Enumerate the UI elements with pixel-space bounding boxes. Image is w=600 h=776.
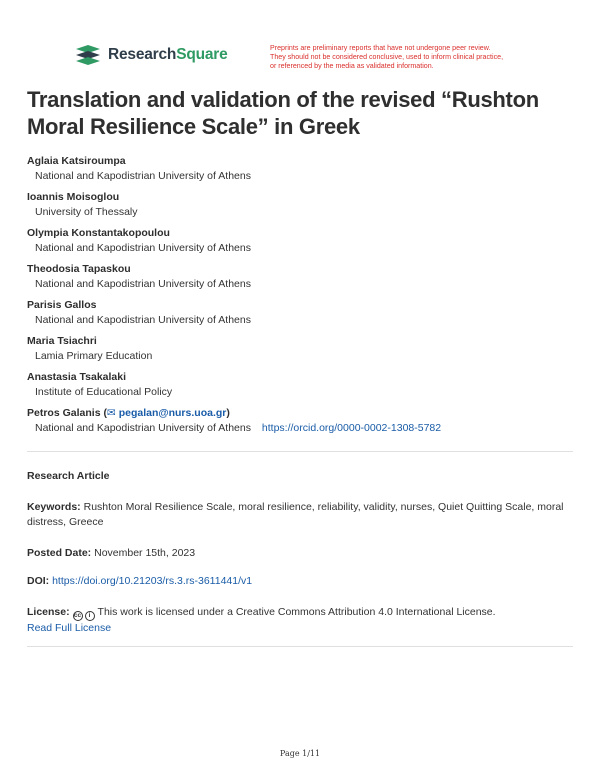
author-entry bbox=[27, 154, 587, 190]
author-entry bbox=[27, 262, 587, 298]
author-affiliation: Institute of Educational Policy bbox=[35, 385, 173, 398]
author-affiliation: Lamia Primary Education bbox=[35, 349, 153, 362]
doi-link[interactable]: https://doi.org/10.21203/rs.3.rs-3611441/v1 bbox=[52, 575, 253, 587]
email-icon: ✉ bbox=[106, 407, 116, 419]
attribution-icon: i bbox=[85, 611, 95, 621]
author-name: Maria Tsiachri bbox=[27, 335, 97, 347]
author-entry bbox=[27, 190, 587, 226]
research-square-logo-icon bbox=[74, 44, 102, 66]
author-name: Aglaia Katsiroumpa bbox=[27, 155, 126, 167]
paper-title: Translation and validation of the revised “Rushton Moral Resilience Scale” in Greek bbox=[27, 87, 539, 139]
author-name: Theodosia Tapaskou bbox=[27, 263, 131, 275]
keywords: Keywords: Rushton Moral Resilience Scale, moral resilience, reliability, validity, nurses, Quiet Quitting Scale, moral distress, Greece bbox=[27, 501, 564, 528]
author-affiliation: University of Thessaly bbox=[35, 205, 138, 218]
author-entry bbox=[27, 226, 587, 262]
author-affiliation: National and Kapodistrian University of Athens bbox=[35, 169, 251, 182]
posted-date: Posted Date: November 15th, 2023 bbox=[27, 547, 196, 559]
author-entry bbox=[27, 370, 587, 406]
article-type: Research Article bbox=[27, 470, 110, 482]
logo-text: ResearchSquare bbox=[108, 46, 228, 63]
author-name: Ioannis Moisoglou bbox=[27, 191, 120, 203]
author-entry bbox=[27, 334, 587, 370]
orcid-link[interactable]: https://orcid.org/0000-0002-1308-5782 bbox=[261, 421, 442, 434]
author-name: Anastasia Tsakalaki bbox=[27, 371, 127, 383]
author-name: Parisis Gallos bbox=[27, 299, 97, 311]
research-square-logo[interactable] bbox=[74, 44, 228, 66]
author-entry bbox=[27, 298, 587, 334]
doi: DOI: https://doi.org/10.21203/rs.3.rs-3611441/v1 bbox=[27, 575, 253, 587]
author-affiliation: National and Kapodistrian University of Athens bbox=[35, 241, 251, 254]
author-affiliation: National and Kapodistrian University of Athens bbox=[35, 313, 251, 326]
corresponding-email-link[interactable]: pegalan@nurs.uoa.gr bbox=[118, 407, 227, 419]
author-affiliation: National and Kapodistrian University of Athens bbox=[35, 277, 251, 290]
page-number: Page 1/11 bbox=[279, 749, 321, 758]
corresponding-author bbox=[27, 406, 587, 442]
author-affiliation: National and Kapodistrian University of Athens https://orcid.org/0000-0002-1308-5782 bbox=[35, 421, 442, 434]
divider bbox=[27, 646, 573, 647]
header bbox=[74, 44, 574, 76]
preprint-notice: Preprints are preliminary reports that have not undergone peer review. They should not be considered conclusive, used to inform clinical practice, or referenced by the media as validated information. bbox=[270, 44, 504, 70]
author-list bbox=[27, 154, 587, 442]
divider bbox=[27, 451, 573, 452]
cc-icon: cc bbox=[73, 612, 82, 619]
creative-commons-icons bbox=[73, 611, 95, 621]
corresponding-author-name: Petros Galanis (✉ pegalan@nurs.uoa.gr) bbox=[27, 407, 230, 419]
license: License: cc i This work is licensed under a Creative Commons Attribution 4.0 International License. Read Full License bbox=[27, 606, 496, 634]
read-full-license-link[interactable]: Read Full License bbox=[27, 622, 112, 634]
author-name: Olympia Konstantakopoulou bbox=[27, 227, 170, 239]
